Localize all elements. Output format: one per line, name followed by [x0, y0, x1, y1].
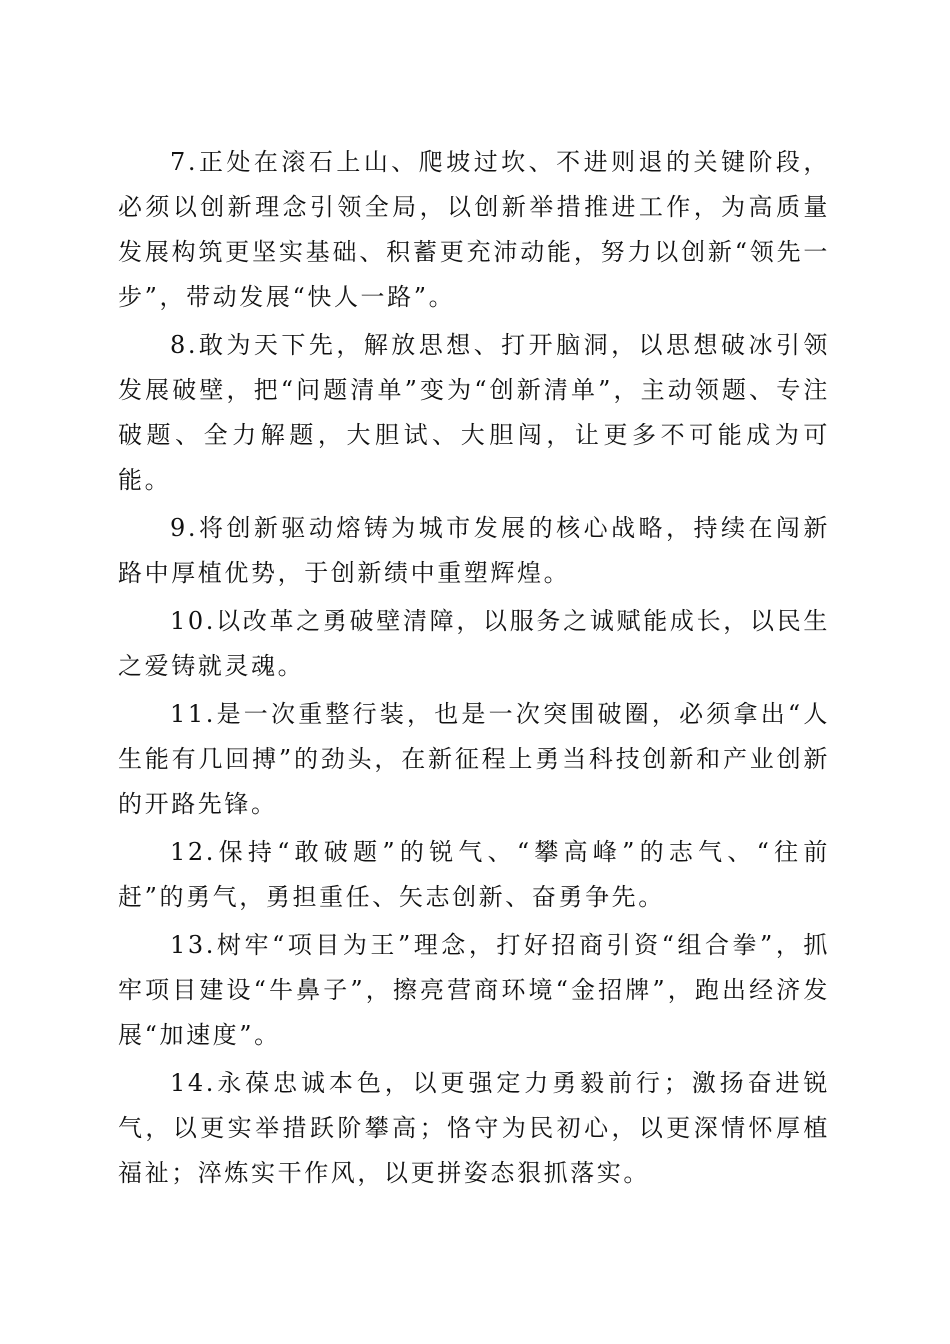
paragraph-8: 8.敢为天下先，解放思想、打开脑洞，以思想破冰引领发展破壁，把“问题清单”变为“创新清单”，主动领题、专注破题、全力解题，大胆试、大胆闯，让更多不可能成为可能。	[118, 331, 830, 494]
paragraph-10: 10.以改革之勇破壁清障，以服务之诚赋能成长，以民生之爱铸就灵魂。	[118, 607, 830, 680]
paragraph-13: 13.树牢“项目为王”理念，打好招商引资“组合拳”，抓牢项目建设“牛鼻子”，擦亮营商环境“金招牌”，跑出经济发展“加速度”。	[118, 931, 830, 1049]
paragraph-14: 14.永葆忠诚本色，以更强定力勇毅前行；激扬奋进锐气，以更实举措跃阶攀高；恪守为民初心，以更深情怀厚植福祉；淬炼实干作风，以更拼姿态狠抓落实。	[118, 1069, 830, 1187]
paragraph-9: 9.将创新驱动熔铸为城市发展的核心战略，持续在闯新路中厚植优势，于创新绩中重塑辉煌。	[118, 514, 830, 587]
paragraph-7: 7.正处在滚石上山、爬坡过坎、不进则退的关键阶段，必须以创新理念引领全局，以创新举措推进工作，为高质量发展构筑更坚实基础、积蓄更充沛动能，努力以创新“领先一步”，带动发展“快人一路”。	[118, 148, 830, 311]
document-body	[118, 140, 830, 1199]
paragraph-12: 12.保持“敢破题”的锐气、“攀高峰”的志气、“往前赶”的勇气，勇担重任、矢志创新、奋勇争先。	[118, 838, 830, 911]
paragraph-11: 11.是一次重整行装，也是一次突围破圈，必须拿出“人生能有几回搏”的劲头，在新征程上勇当科技创新和产业创新的开路先锋。	[118, 700, 830, 818]
